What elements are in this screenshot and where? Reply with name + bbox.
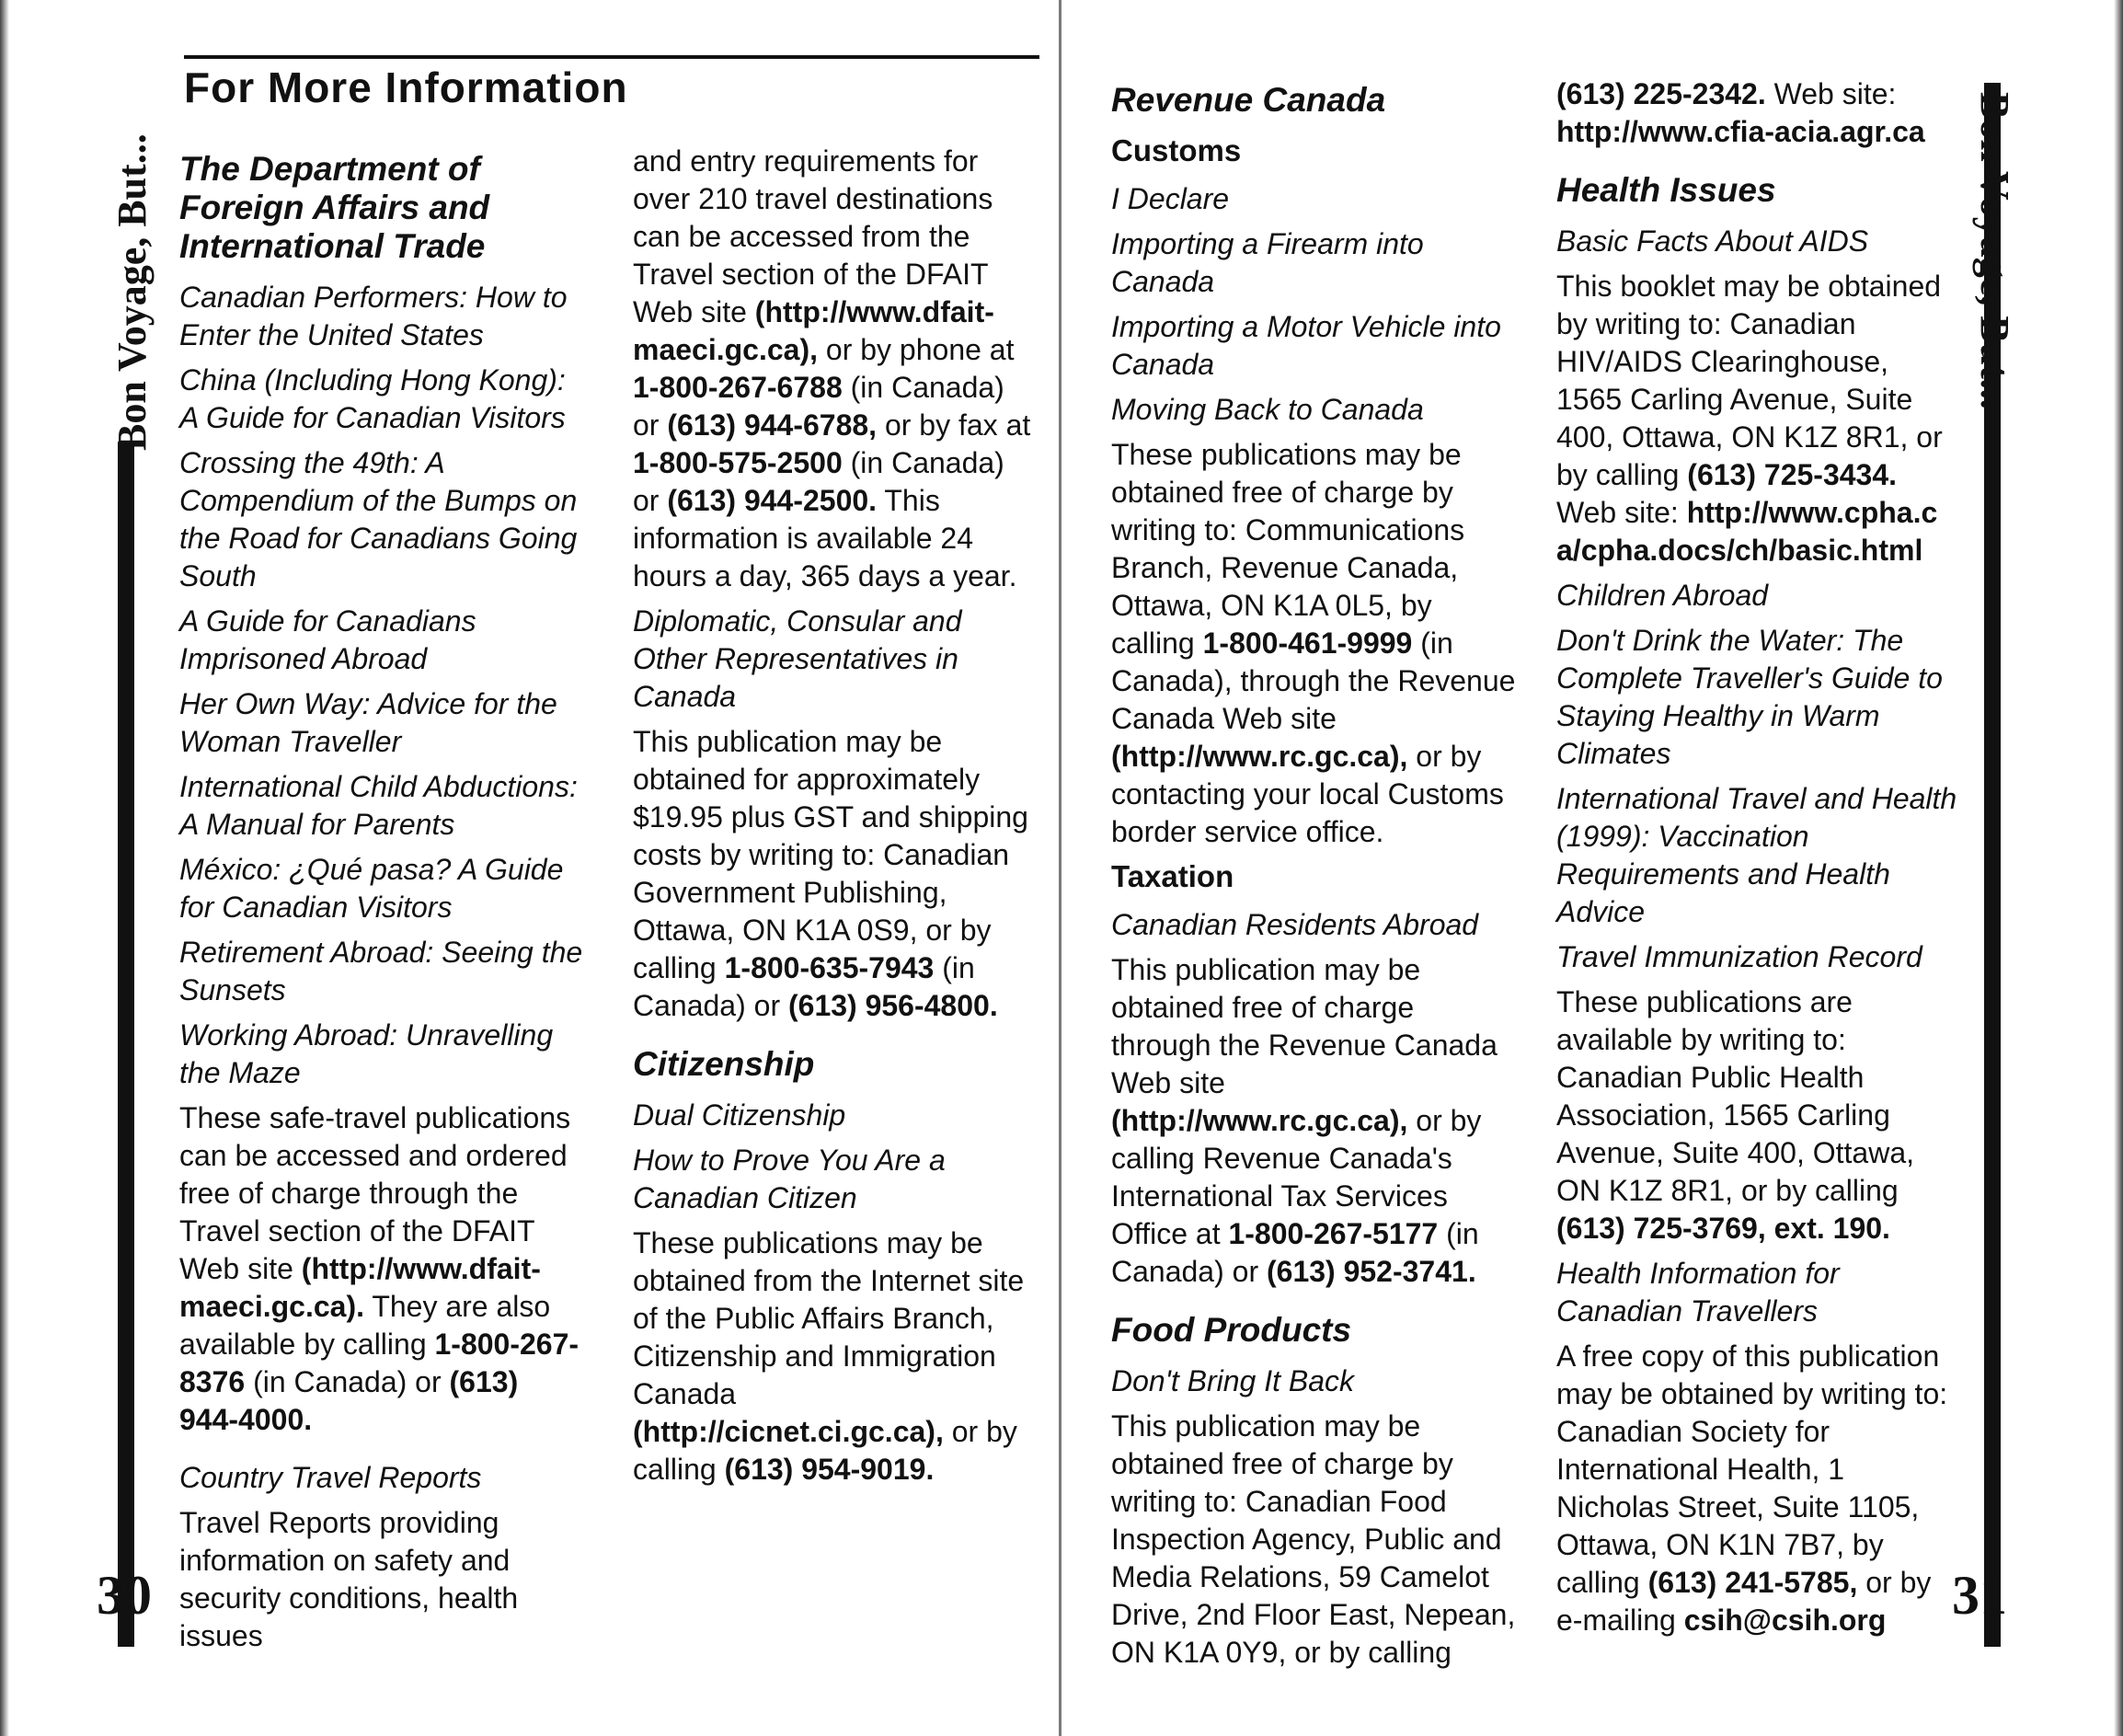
aids-body bbox=[1556, 268, 1961, 569]
dfait-url: (http://www.dfait-maeci.gc.ca), bbox=[633, 295, 994, 366]
page-heading: For More Information bbox=[184, 63, 628, 111]
food-body: This publication may be obtained free of charge by writing to: Canadian Food Inspection Agency, Public and Media Relations, 59 Camelot Drive, 2nd Floor East, Nepean, ON K1A 0Y9, or by calling bbox=[1111, 1409, 1516, 1669]
subsection-customs: Customs bbox=[1111, 133, 1242, 167]
right-page bbox=[1062, 0, 2123, 1736]
cpha-url: http://www.cpha.ca/cpha.docs/ch/basic.html bbox=[1556, 496, 1938, 567]
phone-number: (613) 954-9019. bbox=[724, 1453, 935, 1486]
pub-title: Crossing the 49th: A Compendium of the Bumps on the Road for Canadians Going South bbox=[179, 446, 578, 592]
body-text: (in Canada), through the Revenue Canada Web site bbox=[1111, 627, 1516, 735]
body-text: or by e-mailing bbox=[1556, 1566, 1932, 1637]
body-text: This information is available 24 hours a day, 365 days a year. bbox=[633, 484, 1017, 592]
phone-number: (613) 241-5785, bbox=[1647, 1566, 1858, 1599]
phone-number: (613) 944-4000. bbox=[179, 1365, 519, 1436]
cfia-contact bbox=[1556, 75, 1961, 151]
body-text: Web site: bbox=[1556, 496, 1679, 529]
pub-title: Travel Immunization Record bbox=[1556, 940, 1922, 973]
phone-number: (613) 225-2342. bbox=[1556, 77, 1766, 110]
cfia-url: http://www.cfia-acia.agr.ca bbox=[1556, 115, 1925, 148]
section-food-products: Food Products bbox=[1111, 1311, 1352, 1349]
cic-url: (http://cicnet.ci.gc.ca), bbox=[633, 1415, 944, 1448]
pub-title: How to Prove You Are a Canadian Citizen bbox=[633, 1144, 946, 1214]
csih-body bbox=[1556, 1338, 1961, 1639]
body-text: or by contacting your local Customs border service office. bbox=[1111, 740, 1504, 848]
subsection-taxation: Taxation bbox=[1111, 859, 1234, 893]
cpha-body bbox=[1556, 983, 1961, 1247]
pub-title: Canadian Performers: How to Enter the United States bbox=[179, 281, 568, 351]
pub-title: Working Abroad: Unravelling the Maze bbox=[179, 1018, 554, 1089]
pub-title: Health Information for Canadian Travellers bbox=[1556, 1257, 1840, 1328]
reports-body: Travel Reports providing information on safety and security conditions, health issues bbox=[179, 1506, 519, 1652]
phone-number: (613) 725-3434. bbox=[1687, 458, 1898, 491]
pub-title: Basic Facts About AIDS bbox=[1556, 224, 1869, 258]
body-text: (in Canada) or bbox=[633, 446, 1004, 517]
section-revenue-canada: Revenue Canada bbox=[1111, 81, 1386, 119]
pub-title: China (Including Hong Kong): A Guide for Canadian Visitors bbox=[179, 363, 566, 434]
phone-number: (613) 952-3741. bbox=[1266, 1255, 1476, 1288]
phone-number: (613) 944-6788, bbox=[667, 408, 878, 442]
body-text: These publications may be obtained from the Internet site of the Public Affairs Branch, Citizenship and Immigration Canada bbox=[633, 1226, 1025, 1410]
body-text: or by fax at bbox=[884, 408, 1031, 442]
pub-title: Importing a Motor Vehicle into Canada bbox=[1111, 310, 1501, 381]
body-text: These publications are available by writing to: Canadian Public Health Association, 1565 Carling Avenue, Suite 400, Ottawa, ON K1Z 8R1, or by calling bbox=[1556, 985, 1914, 1207]
pub-title: I Declare bbox=[1111, 182, 1230, 215]
pub-title: Country Travel Reports bbox=[179, 1461, 482, 1494]
phone-number: 1-800-267-8376 bbox=[179, 1328, 580, 1398]
pub-title: Retirement Abroad: Seeing the Sunsets bbox=[179, 936, 583, 1006]
pub-title: Children Abroad bbox=[1556, 579, 1769, 612]
body-text: (in Canada) or bbox=[633, 951, 975, 1022]
body-text: These publications may be obtained free of charge by writing to: Communications Branch, Revenue Canada, Ottawa, ON K1A 0L5, by calling bbox=[1111, 438, 1465, 660]
pub-title: Don't Bring It Back bbox=[1111, 1364, 1354, 1397]
phone-number: (613) 956-4800. bbox=[787, 989, 998, 1022]
body-text: This booklet may be obtained by writing to: Canadian HIV/AIDS Clearinghouse, 1565 Carling Avenue, Suite 400, Ottawa, ON K1Z 8R1, or by calling bbox=[1556, 270, 1943, 491]
left-side-title: Bon Voyage, But... bbox=[109, 133, 155, 451]
pub-title: Diplomatic, Consular and Other Representatives in Canada bbox=[633, 604, 962, 713]
fax-number: 1-800-575-2500 bbox=[633, 446, 843, 479]
pub-title: A Guide for Canadians Imprisoned Abroad bbox=[179, 604, 476, 675]
pub-title: Moving Back to Canada bbox=[1111, 393, 1424, 426]
pub-title: International Travel and Health (1999): Vaccination Requirements and Health Advice bbox=[1556, 782, 1957, 928]
column-2 bbox=[633, 143, 1038, 1496]
pub-title: Don't Drink the Water: The Complete Traveller's Guide to Staying Healthy in Warm Climates bbox=[1556, 624, 1943, 770]
section-health-issues: Health Issues bbox=[1556, 171, 1776, 209]
page-number-left: 30 bbox=[97, 1565, 152, 1626]
pub-title: Her Own Way: Advice for the Woman Traveller bbox=[179, 687, 557, 758]
diplo-body bbox=[633, 723, 1038, 1025]
rc-url: (http://www.rc.gc.ca), bbox=[1111, 1104, 1408, 1137]
body-text: or by calling Revenue Canada's International Tax Services Office at bbox=[1111, 1104, 1482, 1250]
body-text: (in Canada) or bbox=[253, 1365, 442, 1398]
body-text: A free copy of this publication may be obtained by writing to: Canadian Society for International Health, 1 Nicholas Street, Suite 1105, Ottawa, ON K1N 7B7, by calling bbox=[1556, 1339, 1948, 1599]
pub-title: Importing a Firearm into Canada bbox=[1111, 227, 1424, 298]
pub-title: México: ¿Qué pasa? A Guide for Canadian Visitors bbox=[179, 853, 564, 924]
travel-reports-body bbox=[633, 143, 1038, 595]
column-4 bbox=[1556, 75, 1961, 1647]
body-text: This publication may be obtained free of charge through the Revenue Canada Web site bbox=[1111, 953, 1498, 1099]
body-text: and entry requirements for over 210 travel destinations can be accessed from the Travel section of the DFAIT Web site bbox=[633, 144, 993, 328]
section-dfait: The Department of Foreign Affairs and International Trade bbox=[179, 150, 490, 265]
body-text: (in Canada) or bbox=[633, 371, 1004, 442]
tax-body bbox=[1111, 951, 1521, 1291]
body-text: or by calling bbox=[633, 1415, 1017, 1486]
column-3 bbox=[1111, 74, 1521, 1679]
phone-number: 1-800-635-7943 bbox=[724, 951, 935, 984]
phone-number: 1-800-267-5177 bbox=[1228, 1217, 1439, 1250]
body-text: This publication may be obtained for approximately $19.95 plus GST and shipping costs by writing to: Canadian Government Publishing, Ottawa, ON K1A 0S9, or by calling bbox=[633, 725, 1028, 984]
pub-title: Dual Citizenship bbox=[633, 1098, 846, 1132]
left-side-bar bbox=[118, 442, 134, 1647]
fax-number: (613) 944-2500. bbox=[667, 484, 878, 517]
customs-body bbox=[1111, 436, 1521, 851]
citizen-body bbox=[633, 1224, 1038, 1489]
body-text: Web site: bbox=[1773, 77, 1897, 110]
column-1 bbox=[179, 143, 584, 1662]
dfait-url: (http://www.dfait-maeci.gc.ca). bbox=[179, 1252, 541, 1323]
dfait-body bbox=[179, 1099, 584, 1439]
page-number-right: 31 bbox=[1952, 1565, 2007, 1626]
phone-number: 1-800-461-9999 bbox=[1202, 627, 1413, 660]
rc-url: (http://www.rc.gc.ca), bbox=[1111, 740, 1408, 773]
pub-title: Canadian Residents Abroad bbox=[1111, 908, 1479, 941]
body-text: (in Canada) or bbox=[1111, 1217, 1479, 1288]
email-address: csih@csih.org bbox=[1683, 1604, 1887, 1637]
heading-rule bbox=[184, 55, 1039, 59]
right-side-title: Bon Voyage, But... bbox=[1972, 92, 2017, 409]
body-text: These safe-travel publications can be accessed and ordered free of charge through the Travel section of the DFAIT Web site bbox=[179, 1101, 571, 1285]
phone-number: 1-800-267-6788 bbox=[633, 371, 843, 404]
pub-title: International Child Abductions: A Manual for Parents bbox=[179, 770, 578, 841]
phone-number: (613) 725-3769, ext. 190. bbox=[1556, 1212, 1890, 1245]
body-text: They are also available by calling bbox=[179, 1290, 551, 1361]
body-text: or by phone at bbox=[825, 333, 1015, 366]
section-citizenship: Citizenship bbox=[633, 1045, 815, 1083]
